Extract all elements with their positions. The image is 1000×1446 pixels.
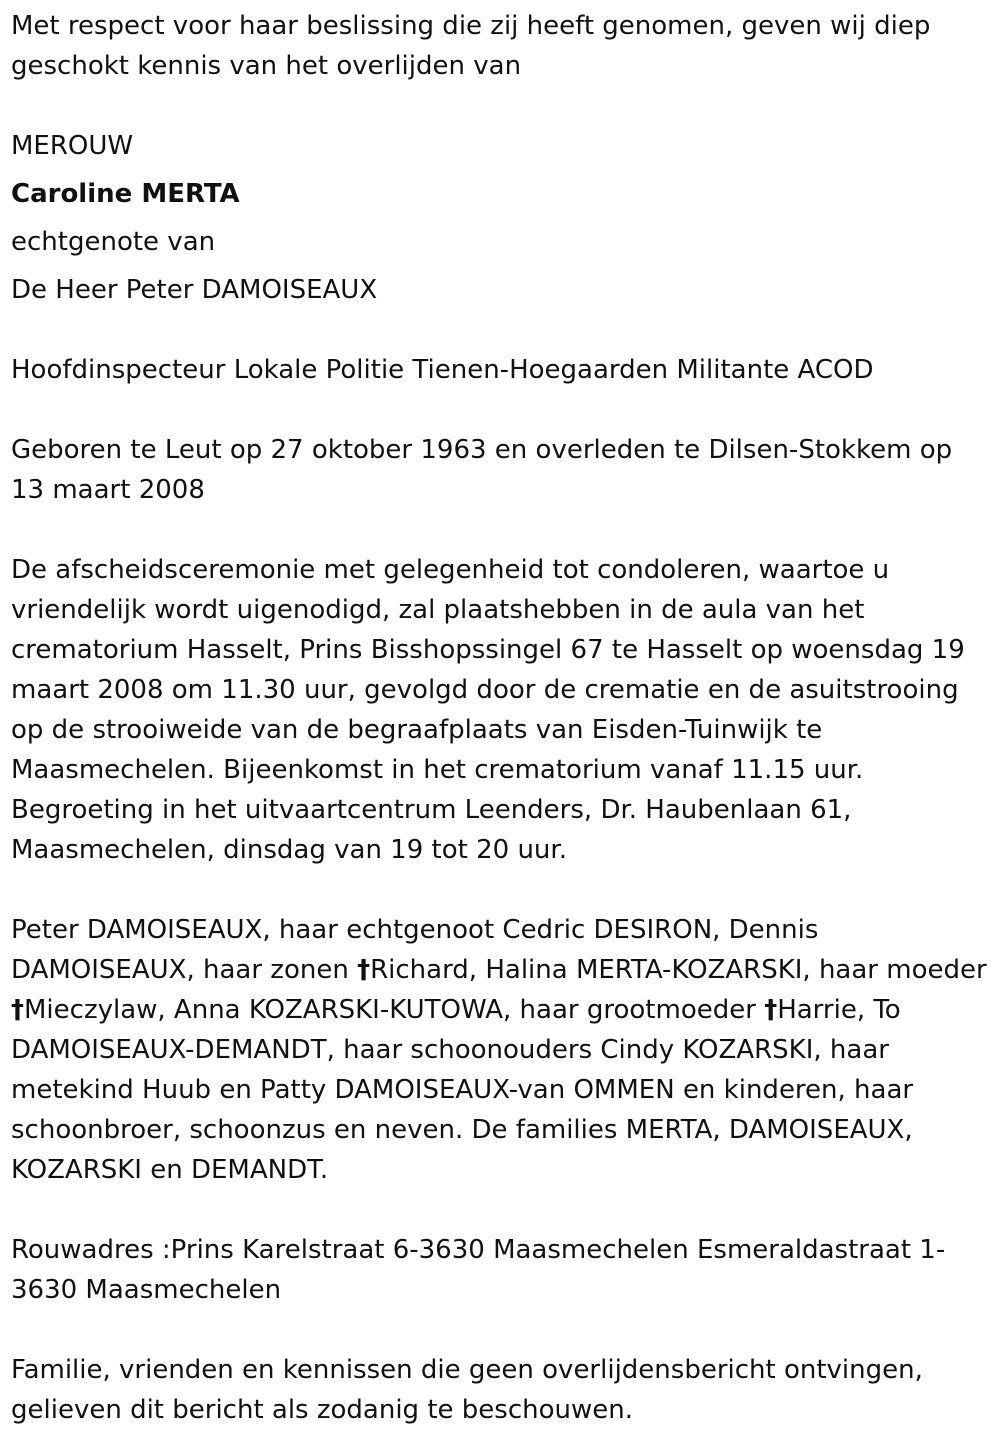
ceremony-text: De afscheidsceremonie met gelegenheid tot condoleren, waartoe u vriendelijk wordt uigenodigd, zal plaatshebben in de aula van het crematorium Hasselt, Prins Bisshopssingel 67 te Hasselt op woensdag 19 maart 2008 om 11.30 uur, gevolgd door de crematie en de asuitstrooing op de strooiweide van de begraafplaats van Eisden-Tuinwijk te Maasmechelen. Bijeenkomst in het crematorium vanaf 11.15 uur. Begroeting in het uitvaartcentrum Leenders, Dr. Haubenlaan 61, Maasmechelen, dinsdag van 19 tot 20 uur. — [11, 555, 965, 865]
family-part-4: Harrie, To DAMOISEAUX-DEMANDT, haar schoonouders Cindy KOZARSKI, haar metekind Huub en Patty DAMOISEAUX-van OMMEN en kinderen, haar schoonbroer, schoonzus en neven. De families MERTA, DAMOISEAUX, KOZARSKI en DEMANDT. — [11, 995, 914, 1185]
cross-icon: † — [11, 995, 24, 1025]
cross-icon: † — [764, 995, 778, 1025]
salutation: MEROUW — [11, 131, 134, 161]
spacer — [11, 166, 990, 174]
deceased-name: Caroline MERTA — [11, 179, 240, 209]
family-part-2: Richard, Halina MERTA-KOZARSKI, haar moeder — [370, 955, 987, 985]
spacer — [11, 86, 990, 126]
spacer — [11, 1190, 990, 1230]
family-part-3: Mieczylaw, Anna KOZARSKI-KUTOWA, haar grootmoeder — [24, 995, 765, 1025]
birth-death-text: Geboren te Leut op 27 oktober 1963 en overleden te Dilsen-Stokkem op 13 maart 2008 — [11, 435, 953, 505]
spacer — [11, 262, 990, 270]
family-text — [11, 910, 990, 1190]
spacer — [11, 510, 990, 550]
spacer — [11, 390, 990, 430]
spacer — [11, 870, 990, 910]
closing-text: Familie, vrienden en kennissen die geen overlijdensbericht ontvingen, gelieven dit bericht als zodanig te beschouwen. — [11, 1355, 923, 1425]
intro-text: Met respect voor haar beslissing die zij heeft genomen, geven wij diep geschokt kennis van het overlijden van — [11, 11, 931, 81]
mourning-address: Rouwadres :Prins Karelstraat 6-3630 Maasmechelen Esmeraldastraat 1-3630 Maasmechelen — [11, 1235, 946, 1305]
spacer — [11, 310, 990, 350]
spacer — [11, 214, 990, 222]
cross-icon: † — [357, 955, 371, 985]
spouse-name: De Heer Peter DAMOISEAUX — [11, 275, 378, 305]
occupation-text: Hoofdinspecteur Lokale Politie Tienen-Hoegaarden Militante ACOD — [11, 355, 874, 385]
relation-text: echtgenote van — [11, 227, 216, 257]
family-part-1: Peter DAMOISEAUX, haar echtgenoot Cedric DESIRON, Dennis DAMOISEAUX, haar zonen — [11, 915, 819, 985]
spacer — [11, 1310, 990, 1350]
